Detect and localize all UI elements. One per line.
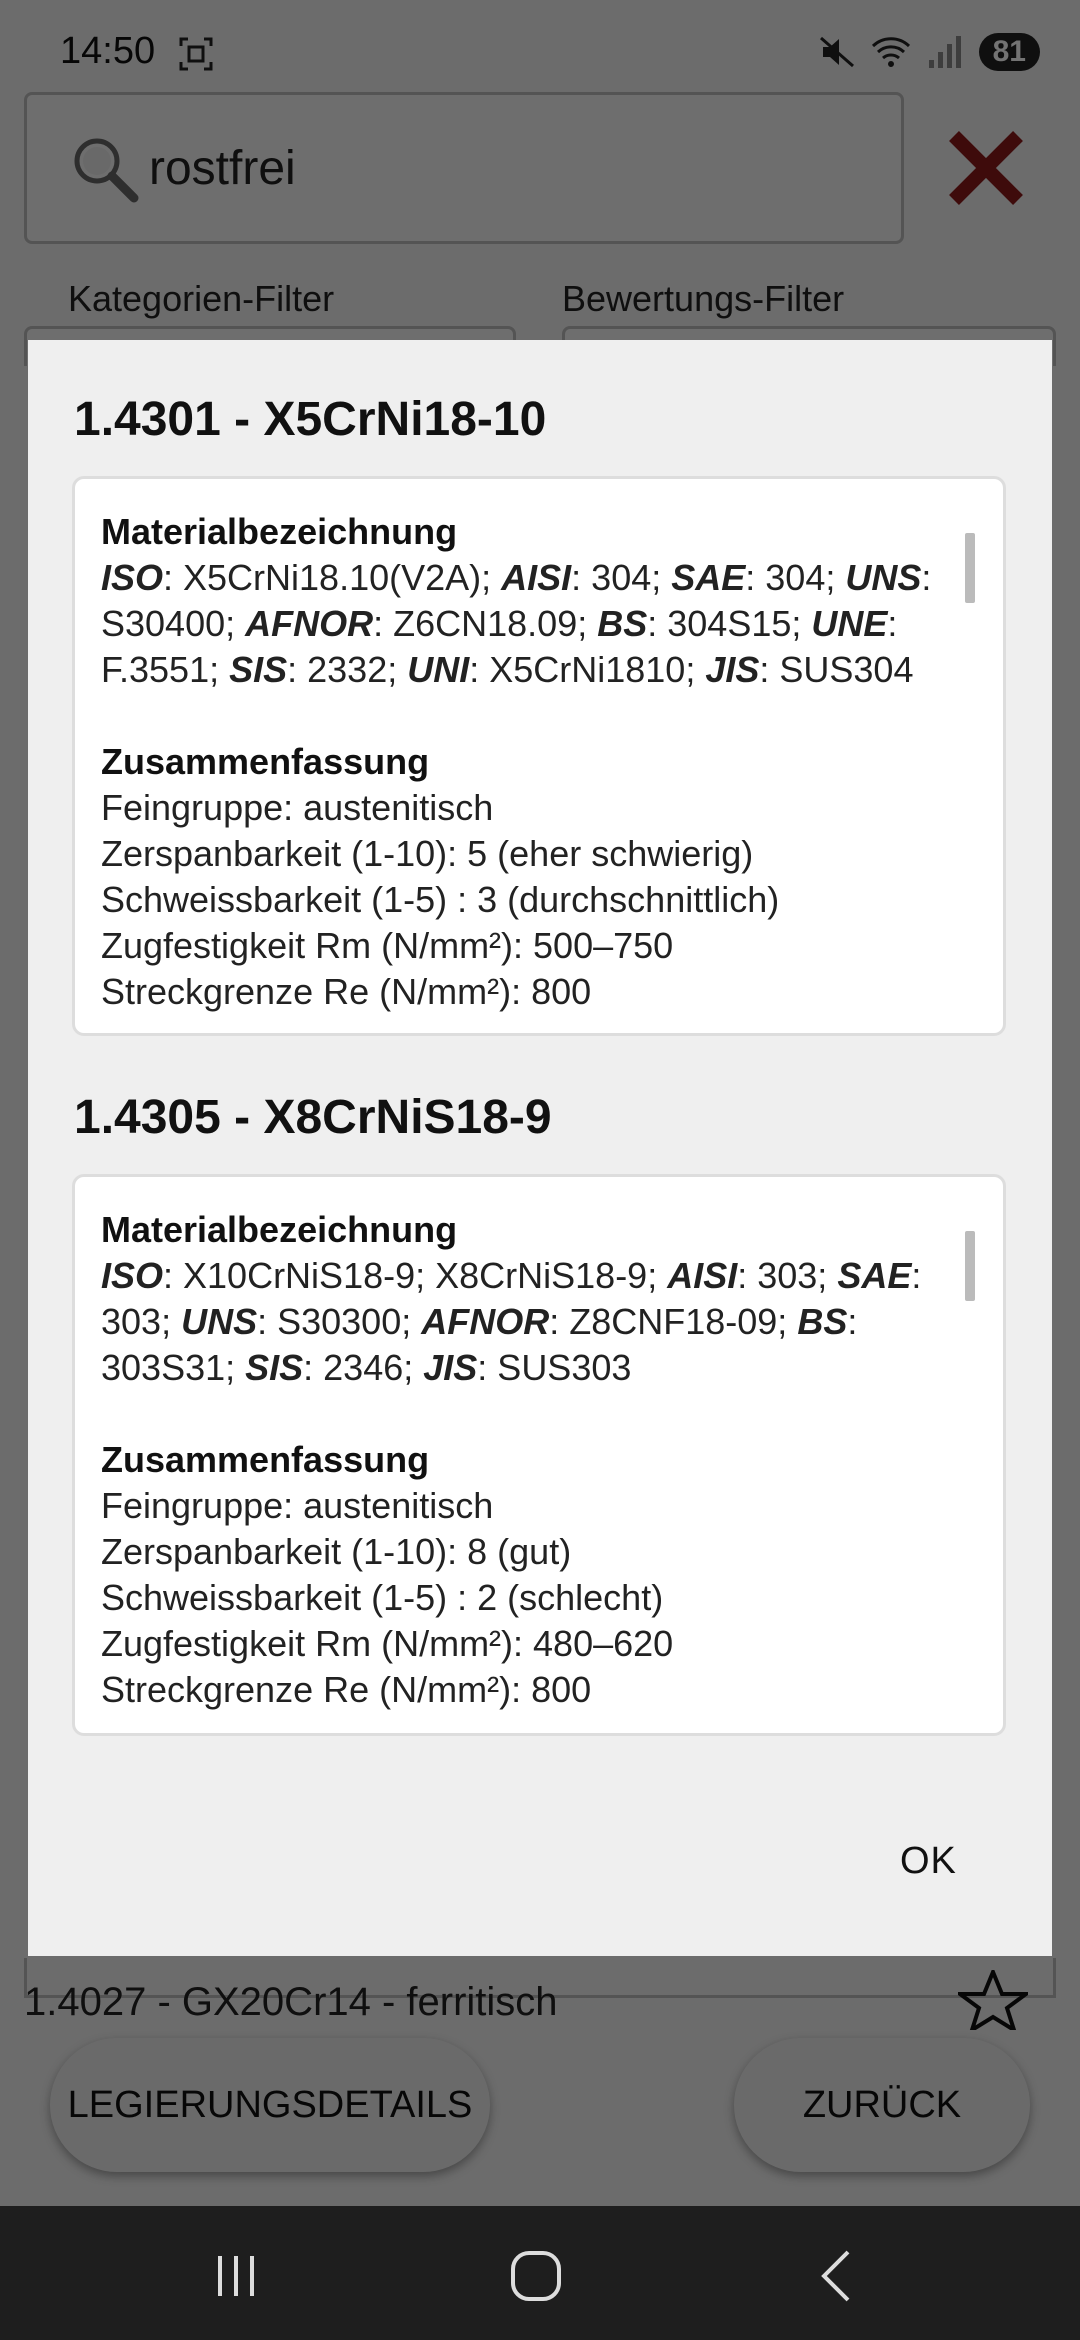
standard-value: : <box>847 1301 858 1342</box>
summary-heading: Zusammenfassung <box>101 741 430 782</box>
ok-button[interactable]: OK <box>900 1840 957 1882</box>
designation-line <box>101 1253 961 1299</box>
material-card[interactable] <box>72 1174 1006 1736</box>
standard-key: ISO <box>101 557 164 598</box>
summary-line: Zerspanbarkeit (1-10): 8 (gut) <box>101 1531 572 1572</box>
standard-key: AFNOR <box>245 603 374 644</box>
material-title: 1.4301 - X5CrNi18-10 <box>74 393 547 446</box>
material-title: 1.4305 - X8CrNiS18-9 <box>74 1091 552 1144</box>
standard-key: ISO <box>101 1255 164 1296</box>
standard-key: UNS <box>845 557 922 598</box>
standard-key: AISI <box>667 1255 738 1296</box>
material-card-content <box>101 509 961 1015</box>
standard-key: AISI <box>501 557 572 598</box>
standard-value: S30400; <box>101 603 246 644</box>
standard-key: SIS <box>245 1347 304 1388</box>
material-details-dialog <box>28 340 1052 1956</box>
standard-value: : X5CrNi1810; <box>469 649 706 690</box>
standard-value: : 2332; <box>287 649 408 690</box>
standard-value: : X10CrNiS18-9; X8CrNiS18-9; <box>163 1255 668 1296</box>
standard-key: JIS <box>423 1347 478 1388</box>
standard-value: : 2346; <box>303 1347 424 1388</box>
standard-value: : Z6CN18.09; <box>373 603 598 644</box>
summary-line: Zugfestigkeit Rm (N/mm²): 500–750 <box>101 925 674 966</box>
designation-line <box>101 1345 961 1391</box>
standard-key: AFNOR <box>421 1301 550 1342</box>
standard-value: 303S31; <box>101 1347 246 1388</box>
summary-line: Feingruppe: austenitisch <box>101 787 494 828</box>
standard-value: F.3551; <box>101 649 230 690</box>
designation-line <box>101 555 961 601</box>
scrollbar[interactable] <box>965 533 975 603</box>
standard-key: SIS <box>229 649 288 690</box>
summary-heading: Zusammenfassung <box>101 1439 430 1480</box>
summary-line: Streckgrenze Re (N/mm²): 800 <box>101 1669 592 1710</box>
standard-value: : S30300; <box>257 1301 422 1342</box>
recent-apps-icon[interactable] <box>206 2246 266 2306</box>
standard-key: BS <box>597 603 648 644</box>
standard-value: 303; <box>101 1301 182 1342</box>
designation-text <box>101 1253 961 1391</box>
home-icon[interactable] <box>506 2246 566 2306</box>
standard-value: : <box>887 603 898 644</box>
navigation-bar <box>0 2206 1080 2340</box>
standard-key: JIS <box>705 649 760 690</box>
material-card[interactable] <box>72 476 1006 1036</box>
standard-value: : 304; <box>571 557 672 598</box>
designation-text <box>101 555 961 693</box>
standard-value: : 304; <box>745 557 846 598</box>
summary-line: Zugfestigkeit Rm (N/mm²): 480–620 <box>101 1623 674 1664</box>
designation-heading: Materialbezeichnung <box>101 1209 458 1250</box>
standard-value: : 303; <box>737 1255 838 1296</box>
summary-line: Feingruppe: austenitisch <box>101 1485 494 1526</box>
standard-value: : X5CrNi18.10(V2A); <box>163 557 502 598</box>
summary-line: Zerspanbarkeit (1-10): 5 (eher schwierig) <box>101 833 754 874</box>
material-card-content <box>101 1207 961 1713</box>
standard-value: : 304S15; <box>647 603 812 644</box>
standard-key: UNI <box>407 649 470 690</box>
scrollbar[interactable] <box>965 1231 975 1301</box>
designation-heading: Materialbezeichnung <box>101 511 458 552</box>
standard-key: BS <box>797 1301 848 1342</box>
standard-key: UNE <box>811 603 888 644</box>
back-nav-icon[interactable] <box>808 2246 868 2306</box>
standard-value: : SUS304 <box>759 649 914 690</box>
standard-value: : <box>921 557 932 598</box>
standard-value: : <box>911 1255 922 1296</box>
standard-key: SAE <box>671 557 746 598</box>
designation-line <box>101 647 961 693</box>
summary-line: Schweissbarkeit (1-5) : 3 (durchschnittlich) <box>101 879 780 920</box>
summary-line: Schweissbarkeit (1-5) : 2 (schlecht) <box>101 1577 664 1618</box>
designation-line <box>101 601 961 647</box>
standard-key: SAE <box>837 1255 912 1296</box>
standard-value: : SUS303 <box>477 1347 632 1388</box>
designation-line <box>101 1299 961 1345</box>
standard-key: UNS <box>181 1301 258 1342</box>
summary-line: Streckgrenze Re (N/mm²): 800 <box>101 971 592 1012</box>
standard-value: : Z8CNF18-09; <box>549 1301 798 1342</box>
